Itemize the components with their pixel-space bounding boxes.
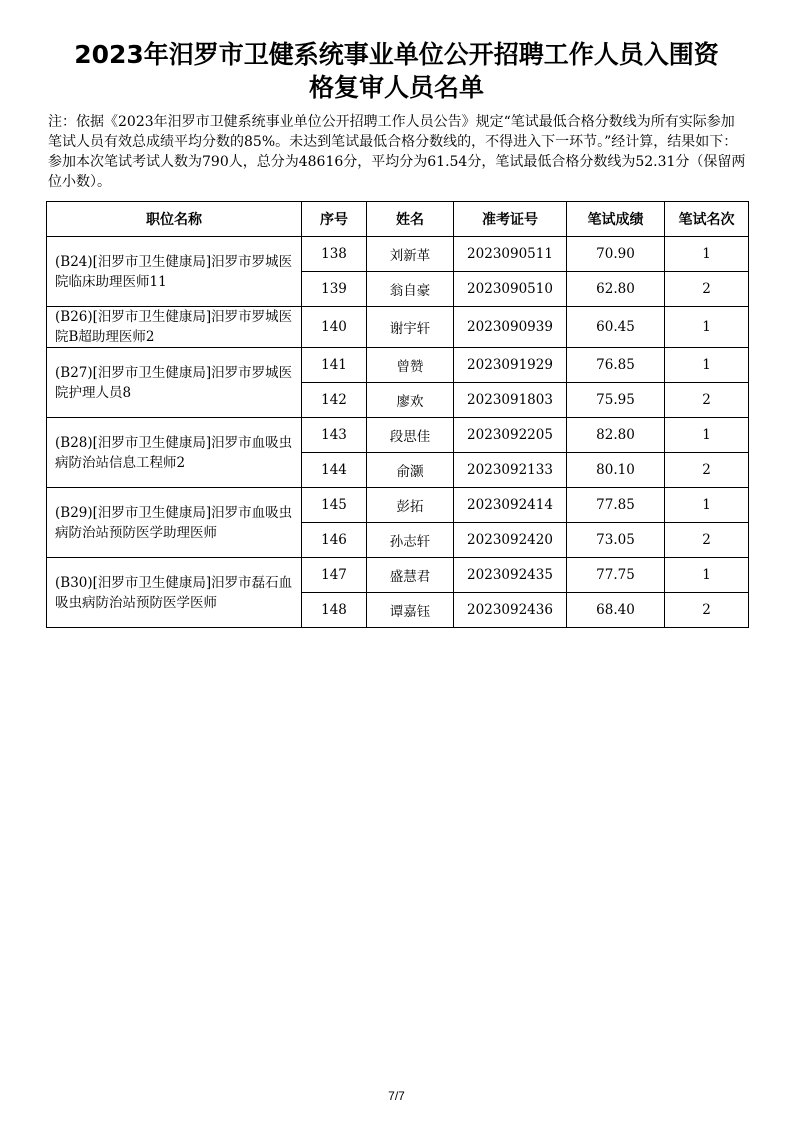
seq-cell: 143 (302, 418, 367, 453)
seq-cell: 142 (302, 383, 367, 418)
seq-cell: 144 (302, 453, 367, 488)
position-cell: (B30)[汨罗市卫生健康局]汨罗市磊石血吸虫病防治站预防医学医师 (47, 558, 302, 628)
table-row (47, 418, 749, 453)
table-row (47, 307, 749, 348)
rank-cell: 1 (665, 418, 749, 453)
rank-cell: 2 (665, 523, 749, 558)
header-name: 姓名 (367, 202, 454, 237)
rank-cell: 2 (665, 593, 749, 628)
rank-cell: 1 (665, 558, 749, 593)
seq-cell: 148 (302, 593, 367, 628)
ticket-cell: 2023092133 (454, 453, 567, 488)
seq-cell: 141 (302, 348, 367, 383)
position-cell: (B29)[汨罗市卫生健康局]汨罗市血吸虫病防治站预防医学助理医师 (47, 488, 302, 558)
position-cell: (B24)[汨罗市卫生健康局]汨罗市罗城医院临床助理医师11 (47, 237, 302, 307)
score-cell: 80.10 (567, 453, 665, 488)
note-paragraph: 注：依据《2023年汨罗市卫健系统事业单位公开招聘工作人员公告》规定“笔试最低合格分数线为所有实际参加笔试人员有效总成绩平均分数的85%。未达到笔试最低合格分数线的，不得进入下一环节。”经计算，结果如下：参加本次笔试考试人数为790人，总分为48616分，平均分为61.54分，笔试最低合格分数线为52.31分（保留两位小数）。 (48, 114, 746, 190)
ticket-cell: 2023092436 (454, 593, 567, 628)
candidate-table (46, 201, 749, 628)
rank-cell: 1 (665, 488, 749, 523)
title-line-1: 2023年汨罗市卫健系统事业单位公开招聘工作人员入围资 (74, 40, 719, 69)
header-rank: 笔试名次 (665, 202, 749, 237)
seq-cell: 138 (302, 237, 367, 272)
score-cell: 70.90 (567, 237, 665, 272)
seq-cell: 147 (302, 558, 367, 593)
name-cell: 盛慧君 (367, 558, 454, 593)
position-cell: (B26)[汨罗市卫生健康局]汨罗市罗城医院B超助理医师2 (47, 307, 302, 348)
ticket-cell: 2023092435 (454, 558, 567, 593)
name-cell: 刘新革 (367, 237, 454, 272)
score-cell: 77.75 (567, 558, 665, 593)
ticket-cell: 2023091929 (454, 348, 567, 383)
score-cell: 75.95 (567, 383, 665, 418)
ticket-cell: 2023090511 (454, 237, 567, 272)
table-row (47, 558, 749, 593)
seq-cell: 145 (302, 488, 367, 523)
name-cell: 曾赞 (367, 348, 454, 383)
ticket-cell: 2023092420 (454, 523, 567, 558)
name-cell: 俞灏 (367, 453, 454, 488)
ticket-cell: 2023090939 (454, 307, 567, 348)
rank-cell: 1 (665, 348, 749, 383)
rank-cell: 2 (665, 453, 749, 488)
header-position: 职位名称 (47, 202, 302, 237)
score-cell: 68.40 (567, 593, 665, 628)
page-title (40, 38, 753, 104)
seq-cell: 139 (302, 272, 367, 307)
score-cell: 60.45 (567, 307, 665, 348)
header-score: 笔试成绩 (567, 202, 665, 237)
name-cell: 翁自豪 (367, 272, 454, 307)
ticket-cell: 2023092205 (454, 418, 567, 453)
name-cell: 谭嘉钰 (367, 593, 454, 628)
ticket-cell: 2023091803 (454, 383, 567, 418)
name-cell: 孙志轩 (367, 523, 454, 558)
name-cell: 廖欢 (367, 383, 454, 418)
seq-cell: 140 (302, 307, 367, 348)
score-cell: 73.05 (567, 523, 665, 558)
header-ticket: 准考证号 (454, 202, 567, 237)
title-line-2: 格复审人员名单 (308, 73, 484, 102)
table-row (47, 488, 749, 523)
position-cell: (B27)[汨罗市卫生健康局]汨罗市罗城医院护理人员8 (47, 348, 302, 418)
table-header-row (47, 202, 749, 237)
ticket-cell: 2023090510 (454, 272, 567, 307)
score-cell: 77.85 (567, 488, 665, 523)
ticket-cell: 2023092414 (454, 488, 567, 523)
name-cell: 谢宇轩 (367, 307, 454, 348)
header-seq: 序号 (302, 202, 367, 237)
rank-cell: 1 (665, 237, 749, 272)
page-number: 7/7 (388, 1089, 405, 1103)
score-cell: 76.85 (567, 348, 665, 383)
name-cell: 段思佳 (367, 418, 454, 453)
rank-cell: 1 (665, 307, 749, 348)
rank-cell: 2 (665, 272, 749, 307)
table-row (47, 237, 749, 272)
score-cell: 62.80 (567, 272, 665, 307)
score-cell: 82.80 (567, 418, 665, 453)
name-cell: 彭拓 (367, 488, 454, 523)
rank-cell: 2 (665, 383, 749, 418)
seq-cell: 146 (302, 523, 367, 558)
table-row (47, 348, 749, 383)
position-cell: (B28)[汨罗市卫生健康局]汨罗市血吸虫病防治站信息工程师2 (47, 418, 302, 488)
